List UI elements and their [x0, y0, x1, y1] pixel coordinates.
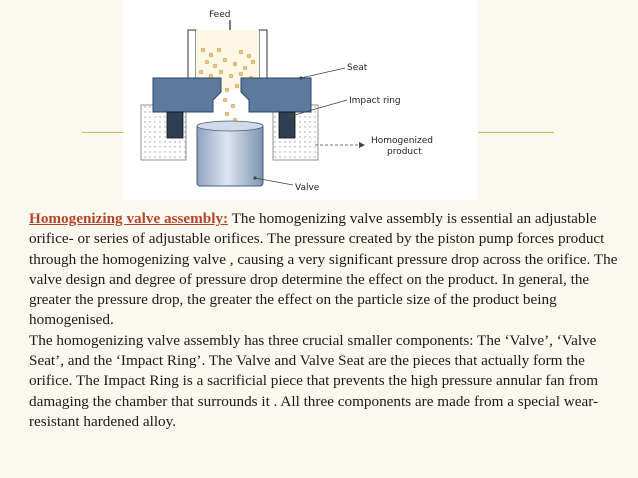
decorative-line-left: [82, 132, 123, 133]
body-text: [29, 209, 619, 432]
impact-ring-left: [167, 112, 183, 138]
homogenized-label-line1: Homogenized: [371, 136, 433, 146]
paragraph-1-text: The homogenizing valve assembly is essential an adjustable orifice- or series of adjustable orifices. The pressure created by the piston pump forces product through the homogenizing valve , causing a very significant pressure drop across the orifice. The valve design and degree of pressure drop determine the effect on the product. In general, the greater the pressure drop, the greater the effect on the particle size of the product being homogenised.: [29, 210, 618, 329]
valve-top: [197, 121, 263, 131]
seat-right: [241, 78, 311, 112]
valve-diagram: [123, 0, 478, 200]
valve-body: [197, 124, 263, 186]
impact-ring-label: Impact ring: [349, 96, 401, 106]
seat-label: Seat: [347, 63, 368, 73]
decorative-line-right: [478, 132, 554, 133]
paragraph-2: The homogenizing valve assembly has three crucial smaller components: The ‘Valve’, ‘Valve Seat’, and the ‘Impact Ring’. The Valve and Valve Seat are the pieces that actually form the orifice. The Impact Ring is a sacrificial piece that prevents the high pressure annular fan from damaging the chamber that surrounds it . All three components are made from a special wear-resistant hardened alloy.: [29, 331, 599, 430]
pipe-wall-left: [188, 30, 196, 78]
pipe-wall-right: [259, 30, 267, 78]
seat-leader: [301, 68, 345, 78]
valve-label: Valve: [295, 183, 320, 193]
feed-label: Feed: [209, 10, 231, 20]
homogenized-label-line2: product: [387, 147, 422, 157]
valve-diagram-svg: [123, 0, 478, 200]
section-heading: Homogenizing valve assembly:: [29, 210, 229, 227]
paragraph-1: [29, 209, 619, 331]
seat-left: [153, 78, 221, 112]
